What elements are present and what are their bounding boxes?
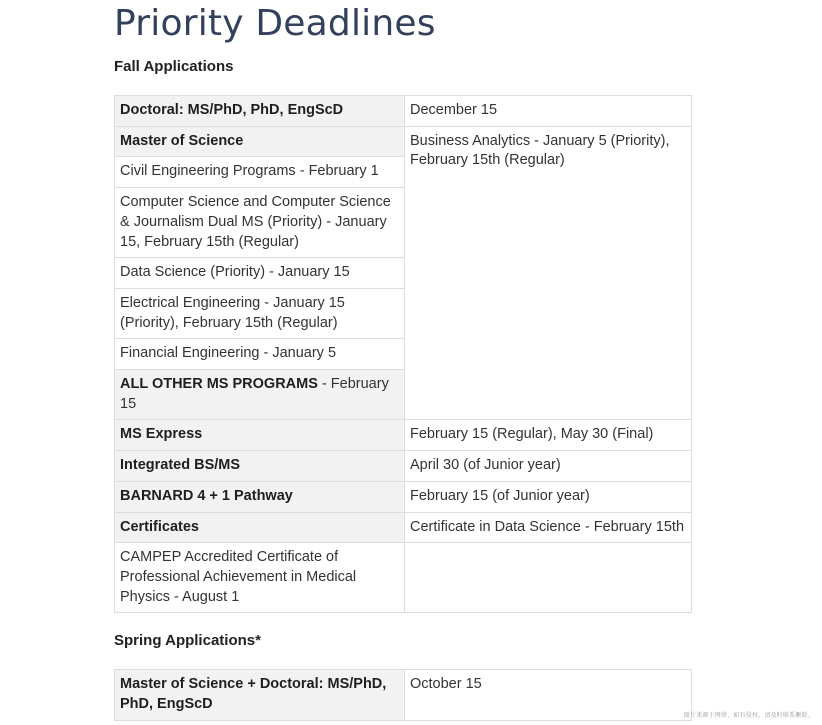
spring-ms-doctoral-label: Master of Science + Doctoral: MS/PhD, PhD, EngScD xyxy=(115,670,405,720)
certificates-label: Certificates xyxy=(115,512,405,543)
table-row xyxy=(115,96,692,127)
ms-program-electrical-engineering: Electrical Engineering - January 15 (Priority), February 15th (Regular) xyxy=(115,288,405,338)
barnard-pathway-deadline: February 15 (of Junior year) xyxy=(405,481,692,512)
ms-business-analytics-deadline: Business Analytics - January 5 (Priority), February 15th (Regular) xyxy=(405,126,692,420)
doctoral-deadline: December 15 xyxy=(405,96,692,127)
all-other-ms-programs-label: ALL OTHER MS PROGRAMS xyxy=(120,376,318,393)
ms-label: Master of Science xyxy=(115,126,405,157)
integrated-bs-ms-deadline: April 30 (of Junior year) xyxy=(405,451,692,482)
integrated-bs-ms-label: Integrated BS/MS xyxy=(115,451,405,482)
campep-certificate-deadline: CAMPEP Accredited Certificate of Professional Achievement in Medical Physics - August 1 xyxy=(115,543,405,613)
ms-express-label: MS Express xyxy=(115,420,405,451)
barnard-pathway-label: BARNARD 4 + 1 Pathway xyxy=(115,481,405,512)
table-row xyxy=(115,420,692,451)
page-title: Priority Deadlines xyxy=(114,3,436,44)
ms-program-data-science: Data Science (Priority) - January 15 xyxy=(115,258,405,289)
all-other-ms-programs-deadline: - February 15 xyxy=(120,376,389,412)
ms-program-computer-science: Computer Science and Computer Science & Journalism Dual MS (Priority) - January 15, February 15th (Regular) xyxy=(115,188,405,258)
certificate-data-science-deadline: Certificate in Data Science - February 15th xyxy=(405,512,692,543)
table-row xyxy=(115,670,692,720)
table-row xyxy=(115,512,692,543)
empty-cell xyxy=(405,543,692,613)
table-row xyxy=(115,481,692,512)
fall-deadlines-table xyxy=(114,95,692,613)
spring-deadlines-table xyxy=(114,669,692,720)
watermark-text: 图片来源于网络，如有侵权，请及时联系删除。 xyxy=(683,712,814,719)
fall-applications-heading: Fall Applications xyxy=(114,58,234,75)
ms-program-civil-engineering: Civil Engineering Programs - February 1 xyxy=(115,157,405,188)
deadlines-page xyxy=(114,0,692,721)
ms-program-financial-engineering: Financial Engineering - January 5 xyxy=(115,339,405,370)
doctoral-label: Doctoral: MS/PhD, PhD, EngScD xyxy=(115,96,405,127)
table-row xyxy=(115,451,692,482)
spring-ms-doctoral-deadline: October 15 xyxy=(405,670,692,720)
ms-express-deadline: February 15 (Regular), May 30 (Final) xyxy=(405,420,692,451)
table-row xyxy=(115,543,692,613)
spring-applications-heading: Spring Applications* xyxy=(114,632,261,650)
ms-program-all-other xyxy=(115,370,405,420)
table-row xyxy=(115,126,692,157)
